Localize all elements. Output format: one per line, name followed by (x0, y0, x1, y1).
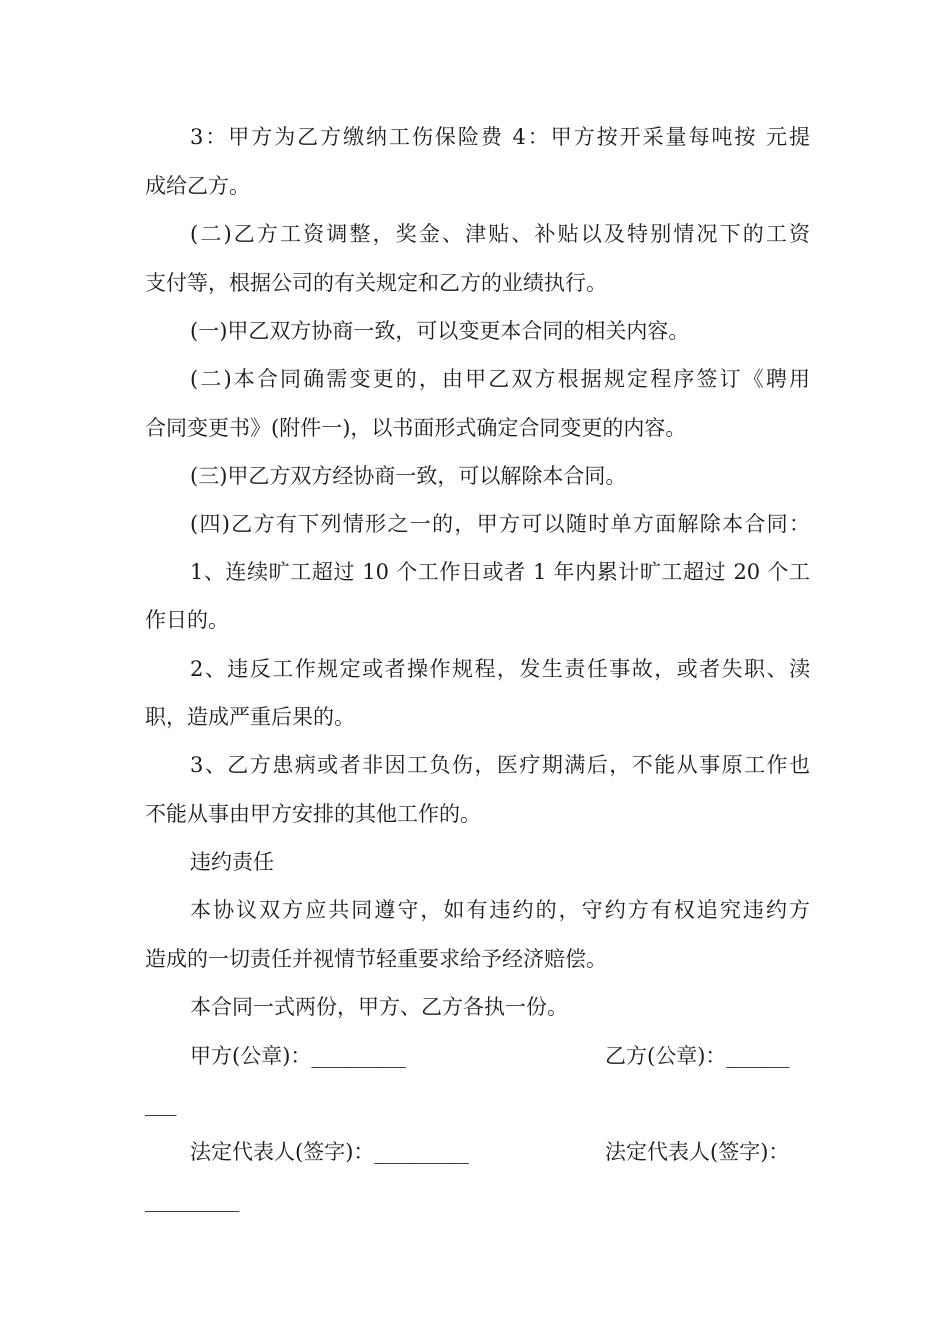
text-line: (四)乙方有下列情形之一的，甲方可以随时单方面解除本合同： (190, 512, 810, 536)
text-line: 合同变更书》(附件一)，以书面形式确定合同变更的内容。 (145, 416, 687, 440)
text-line: 本合同一式两份，甲方、乙方各执一份。 (190, 995, 568, 1019)
text-line: 1、连续旷工超过 10 个工作日或者 1 年内累计旷工超过 20 个工 (190, 560, 810, 584)
text-line: (二)本合同确需变更的，由甲乙双方根据规定程序签订《聘用 (190, 367, 810, 391)
party-b-seal-field-continued: ___ (145, 1092, 177, 1116)
text-line: 支付等，根据公司的有关规定和乙方的业绩执行。 (145, 271, 607, 295)
text-line: 造成的一切责任并视情节轻重要求给予经济赔偿。 (145, 947, 607, 971)
section-heading: 违约责任 (190, 850, 274, 874)
text-line: 不能从事由甲方安排的其他工作的。 (145, 802, 481, 826)
party-b-representative-field: 法定代表人(签字)： (605, 1140, 790, 1164)
text-line: 本协议双方应共同遵守，如有违约的，守约方有权追究违约方 (190, 898, 810, 922)
text-line: (三)甲乙方双方经协商一致，可以解除本合同。 (190, 464, 627, 488)
text-line: 职，造成严重后果的。 (145, 705, 355, 729)
text-line: (二)乙方工资调整，奖金、津贴、补贴以及特别情况下的工资 (190, 222, 810, 246)
text-line: 3：甲方为乙方缴纳工伤保险费 4：甲方按开采量每吨按 元提 (190, 125, 810, 149)
text-line: 作日的。 (145, 608, 229, 632)
party-b-representative-field-continued: _________ (145, 1188, 240, 1212)
party-b-seal-field: 乙方(公章)：______ (605, 1044, 790, 1068)
text-line: 3、乙方患病或者非因工负伤，医疗期满后，不能从事原工作也 (190, 753, 810, 777)
text-line: (一)甲乙双方协商一致，可以变更本合同的相关内容。 (190, 319, 690, 343)
party-a-representative-field: 法定代表人(签字)：_________ (190, 1140, 469, 1164)
party-a-seal-field: 甲方(公章)：_________ (190, 1044, 406, 1068)
text-line: 2、违反工作规定或者操作规程，发生责任事故，或者失职、渎 (190, 657, 810, 681)
text-line: 成给乙方。 (145, 174, 250, 198)
